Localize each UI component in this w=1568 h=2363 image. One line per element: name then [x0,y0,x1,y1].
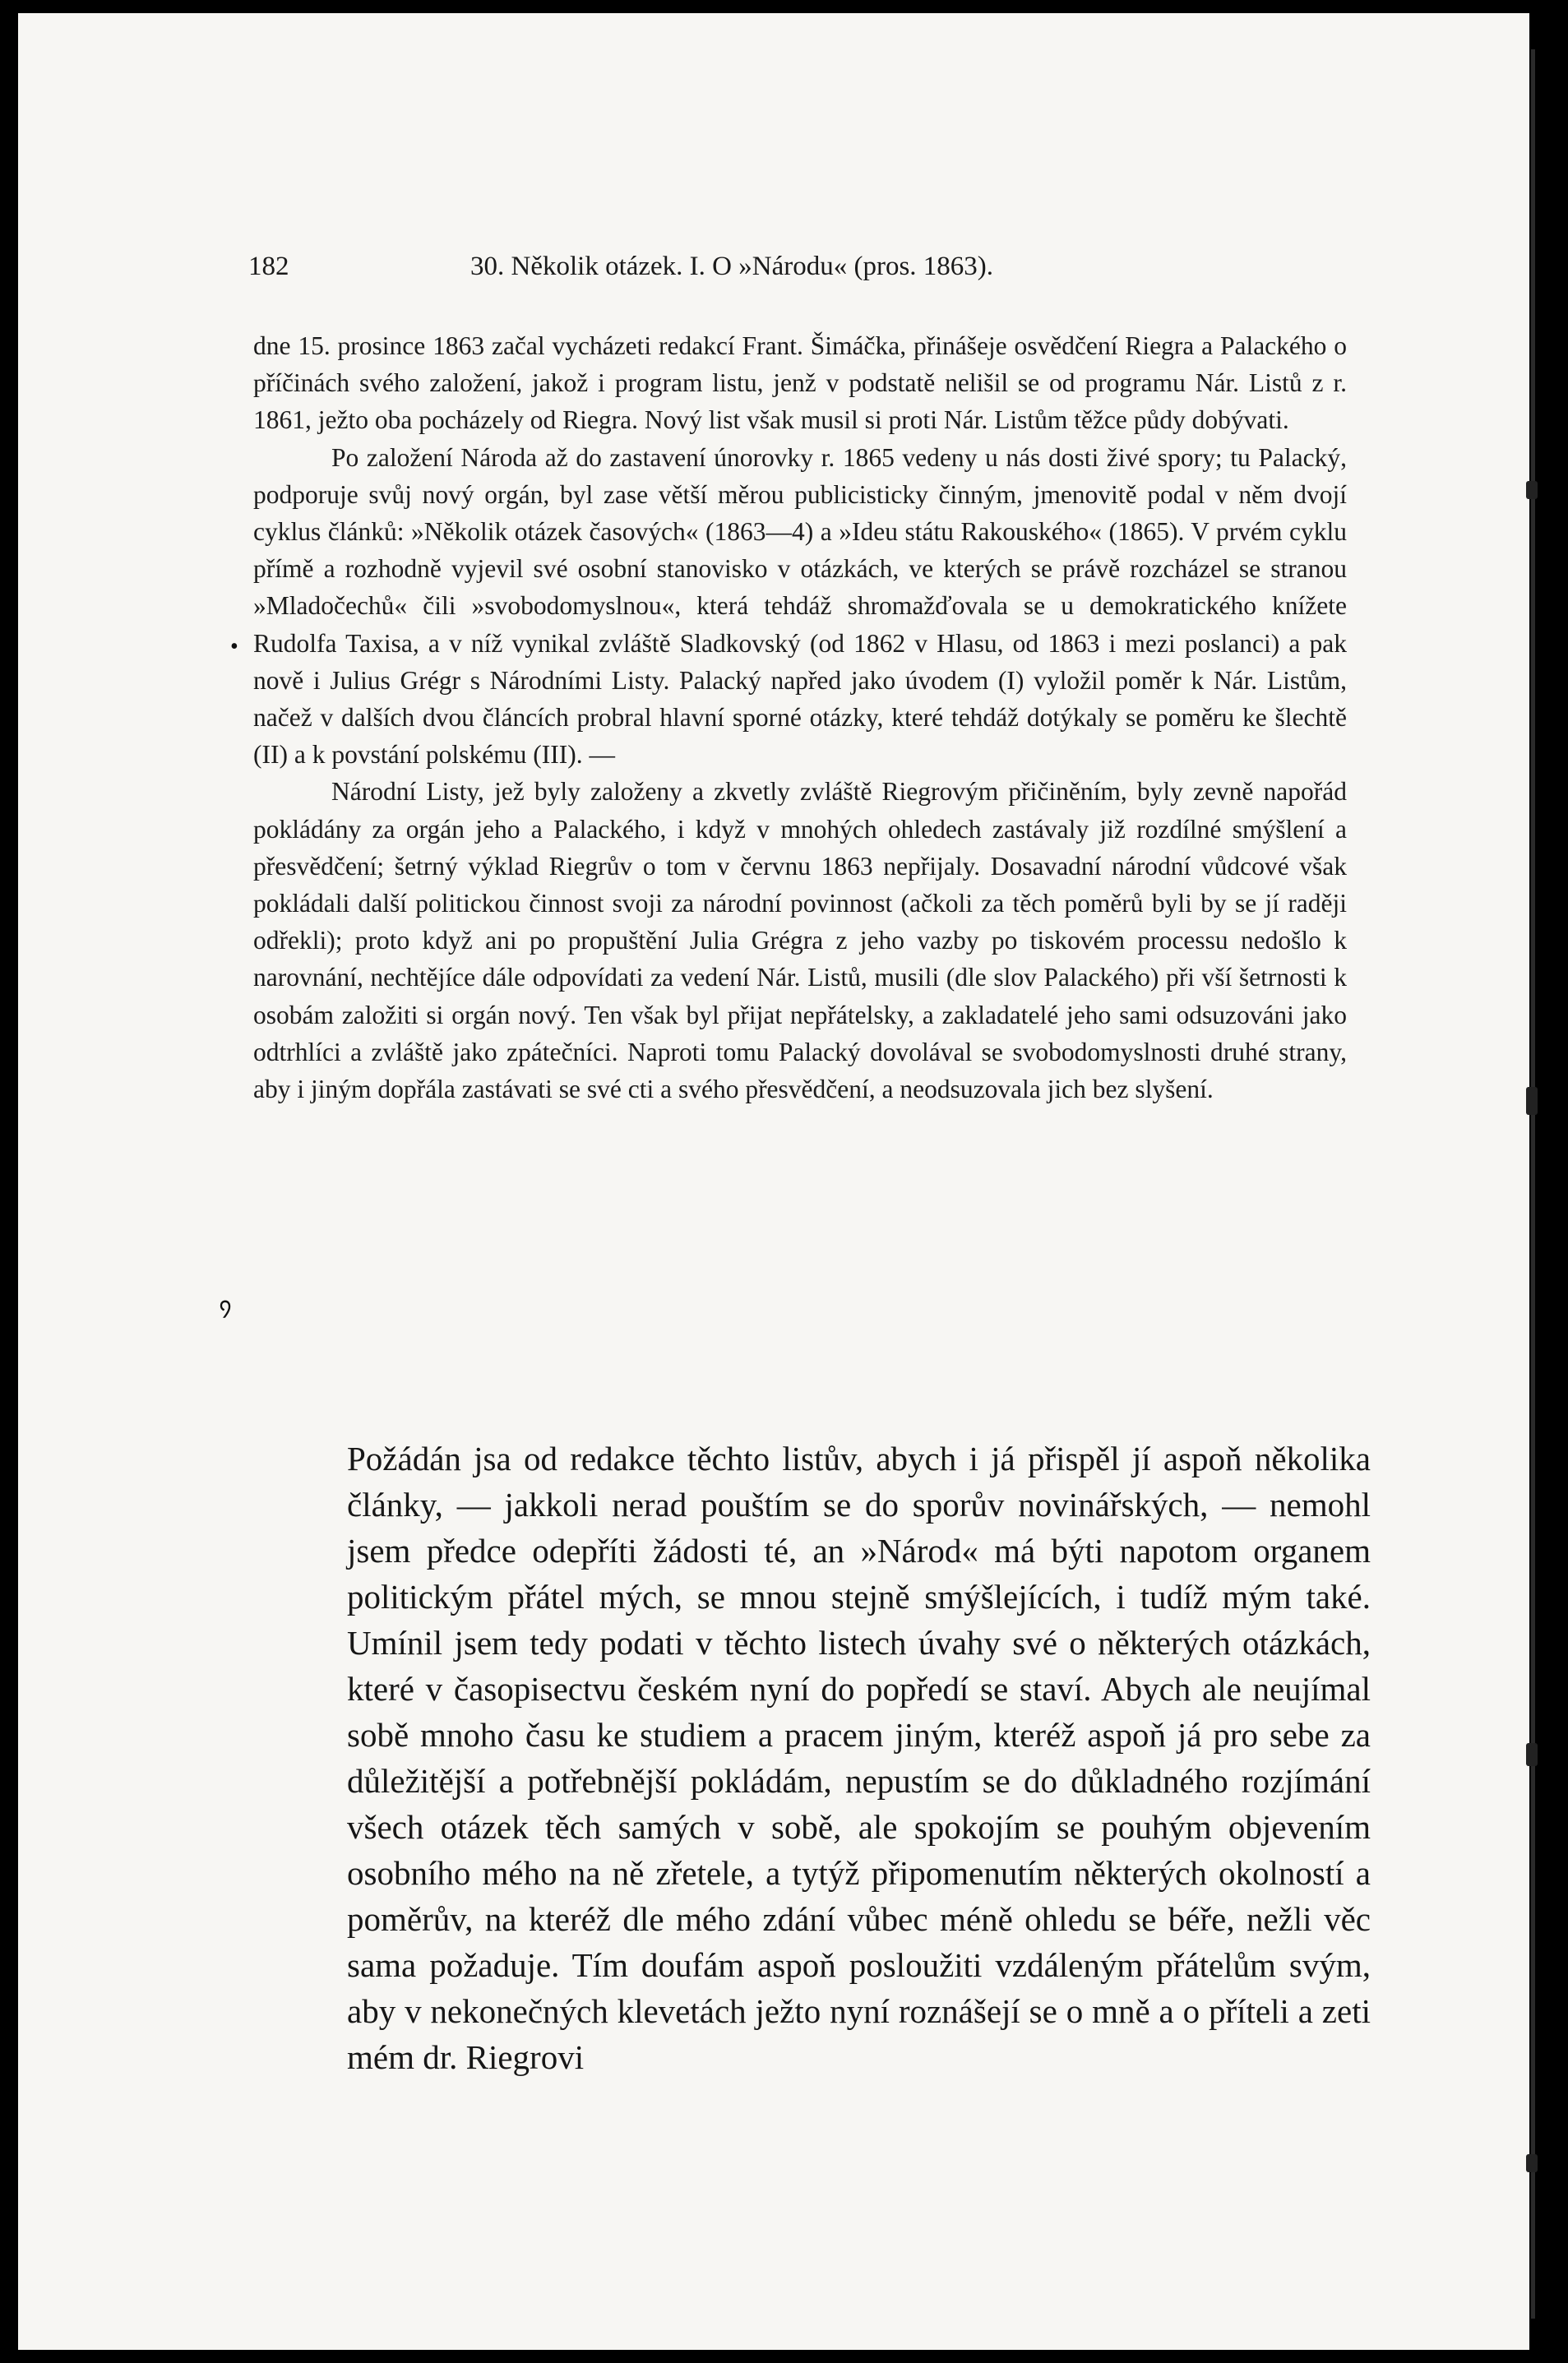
margin-mark-dot: • [230,634,238,659]
intro-paragraph-2: Po založení Národa až do zastavení únorovky r. 1865 vedeny u nás dosti živé spory; tu Palacký, podporuje svůj nový orgán, byl zase větší měrou publicisticky činným, jmenovitě podal v něm dvojí cyklus článků: »Několik otázek časových« (1863—4) a »Ideu státu Rakouského« (1865). V prvém cyklu přímě a rozhodně vyjevil své osobní stanovisko v otázkách, ve kterých se právě rozcházel se stranou »Mladočechů« čili »svobodomyslnou«, která tehdáž shromažďovala se u demokratického knížete Rudolfa Taxisa, a v níž vynikal zvláště Sladkovský (od 1862 v Hlasu, od 1863 i mezi poslanci) a pak nově i Julius Grégr s Národními Listy. Palacký napřed jako úvodem (I) vyložil poměr k Nár. Listům, načež v dalších dvou článcích probral hlavní sporné otázky, které tehdáž dotýkaly se poměru ke šlechtě (II) a k povstání polskému (III). — [253,442,1347,770]
editorial-introduction [253,327,1347,1108]
page-header [248,252,1350,291]
edge-mark [1526,481,1538,499]
edge-mark [1526,1743,1538,1766]
margin-mark-scribble: ᠀ [219,1294,233,1321]
page-number: 182 [248,252,289,281]
intro-paragraph-1: dne 15. prosince 1863 začal vycházeti redakcí Frant. Šimáčka, přinášeje osvědčení Riegra a Palackého o příčinách svého založení, jakož i program listu, jenž v podstatě nelišil se od programu Nár. Listů z r. 1861, ježto oba pocházely od Riegra. Nový list však musil si proti Nár. Listům těžce půdy dobývati. [253,331,1347,435]
intro-paragraph-3: Národní Listy, jež byly založeny a zkvetly zvláště Riegrovým přičiněním, byly zevně napořád pokládány za orgán jeho a Palackého, i když v mnohých ohledech zastávaly již rozdílné smýšlení a přesvědčení; šetrný výklad Riegrův o tom v červnu 1863 nepřijaly. Dosavadní národní vůdcové však pokládali další politickou činnost svoji za národní povinnost (ačkoli za těch poměrů byli by se jí raději odřekli); proto když ani po propuštění Julia Grégra z jeho vazby po tiskovém processu nedošlo k narovnání, nechtějíce dále odpovídati za vedení Nár. Listů, musili (dle slov Palackého) při vší šetrnosti k osobám založiti si orgán nový. Ten však byl přijat nepřátelsky, a zakladatelé jeho sami odsuzováni jako odtrhlíci a zvláště jako zpátečníci. Naproti tomu Palacký dovolával se svobodomyslnosti druhé strany, aby i jiným dopřála zastávati se své cti a svého přesvědčení, a neodsuzovala jich bez slyšení. [253,777,1347,1104]
article-paragraph: Požádán jsa od redakce těchto listův, abych i já přispěl jí aspoň několika články, — jakkoli nerad pouštím se do sporův novinářských, — nemohl jsem předce odepříti žádosti té, an »Národ« má býti napotom organem politickým přátel mých, se mnou stejně smýšlejících, i tudíž mým také. Umínil jsem tedy podati v těchto listech úvahy své o některých otázkách, které v časopisectvu českém nyní do popředí se staví. Abych ale neujímal sobě mnoho času ke studiem a pracem jiným, kteréž aspoň já pro sebe za důležitější a potřebnější pokládám, nepustím se do důkladného rozjímání všech otázek těch samých v sobě, ale spokojím se pouhým objevením osobního mého na ně zřetele, a tytýž připomenutím některých okolností a poměrův, na kteréž dle mého zdání vůbec méně ohledu se béře, nežli věc sama požaduje. Tím doufám aspoň posloužiti vzdáleným přátelům svým, aby v nekonečných klevetách ježto nyní roznášejí se o mně a o příteli a zeti mém dr. Riegrovi [347,1440,1371,2076]
article-body [347,1436,1371,2080]
book-edge-line [1531,49,1535,2319]
running-title: 30. Několik otázek. I. O »Národu« (pros. 1863). [470,252,994,281]
edge-mark [1526,2154,1538,2172]
edge-mark [1526,1087,1538,1115]
book-page [18,13,1529,2350]
